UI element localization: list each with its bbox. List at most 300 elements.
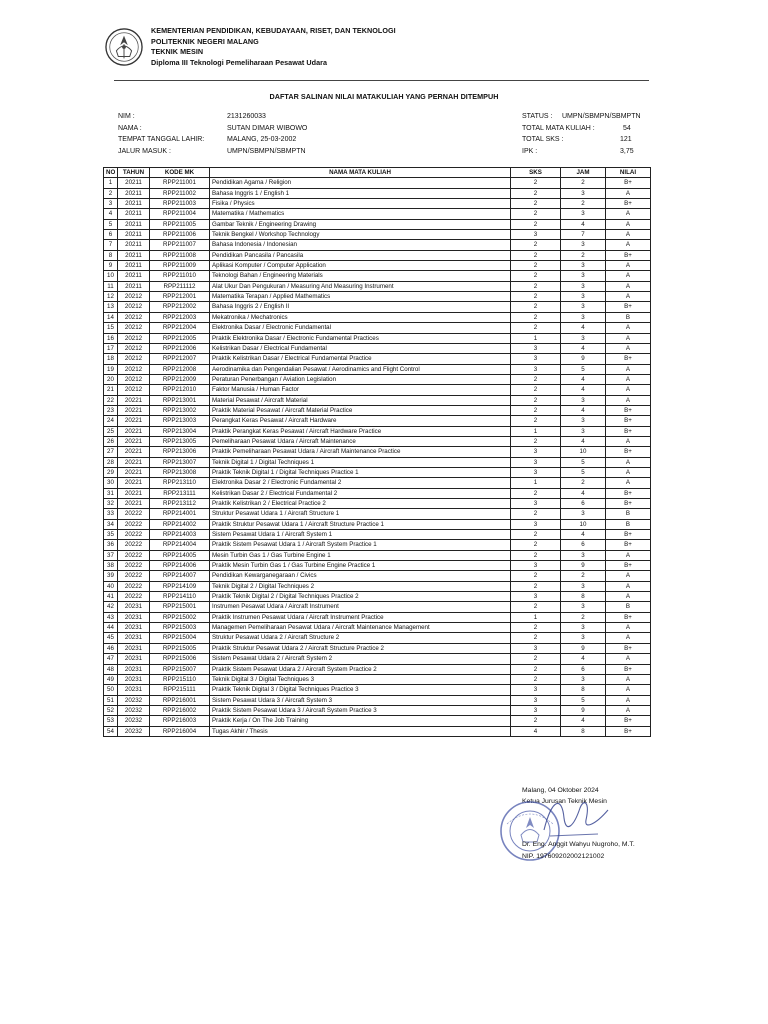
row-jam: 3 [561,302,606,312]
row-nama-mata-kuliah: Teknik Digital 1 / Digital Techniques 1 [210,457,511,467]
jalur-value: UMPN/SBMPN/SBMPTN [227,148,306,155]
row-tahun: 20232 [118,705,150,715]
row-nama-mata-kuliah: Praktik Kerja / On The Job Training [210,716,511,726]
row-tahun: 20211 [118,250,150,260]
row-nama-mata-kuliah: Struktur Pesawat Udara 1 / Aircraft Structure 1 [210,509,511,519]
row-nilai: A [606,323,651,333]
row-sks: 3 [511,467,561,477]
table-row [104,302,651,312]
table-row [104,395,651,405]
row-tahun: 20212 [118,302,150,312]
row-kode-mk: RPP214005 [150,550,210,560]
row-tahun: 20211 [118,240,150,250]
table-row [104,416,651,426]
row-jam: 9 [561,705,606,715]
table-row [104,436,651,446]
row-kode-mk: RPP213008 [150,467,210,477]
row-nilai: B [606,509,651,519]
header-nilai: NILAI [606,168,651,178]
row-sks: 2 [511,509,561,519]
row-no: 43 [104,612,118,622]
row-tahun: 20231 [118,623,150,633]
row-tahun: 20221 [118,457,150,467]
row-sks: 1 [511,426,561,436]
jalur-label: JALUR MASUK : [118,148,171,155]
row-sks: 3 [511,354,561,364]
row-kode-mk: RPP211112 [150,281,210,291]
row-tahun: 20222 [118,592,150,602]
row-nama-mata-kuliah: Aerodinamika dan Pengendalian Pesawat / Aerodinamics and Flight Control [210,364,511,374]
row-nilai: A [606,674,651,684]
row-kode-mk: RPP213006 [150,447,210,457]
row-no: 4 [104,209,118,219]
row-kode-mk: RPP216001 [150,695,210,705]
row-tahun: 20211 [118,188,150,198]
table-row [104,271,651,281]
row-sks: 3 [511,561,561,571]
row-jam: 3 [561,281,606,291]
row-nama-mata-kuliah: Teknik Digital 2 / Digital Techniques 2 [210,581,511,591]
row-no: 46 [104,643,118,653]
table-row [104,281,651,291]
table-row [104,633,651,643]
row-no: 12 [104,292,118,302]
header-tahun: TAHUN [118,168,150,178]
row-nilai: B+ [606,302,651,312]
row-kode-mk: RPP213007 [150,457,210,467]
row-tahun: 20211 [118,178,150,188]
row-nama-mata-kuliah: Peraturan Penerbangan / Aviation Legislation [210,374,511,384]
row-jam: 4 [561,488,606,498]
table-row [104,405,651,415]
row-nama-mata-kuliah: Pemeliharaan Pesawat Udara / Aircraft Maintenance [210,436,511,446]
table-row [104,447,651,457]
row-jam: 3 [561,292,606,302]
row-kode-mk: RPP215002 [150,612,210,622]
status-label: STATUS : [522,113,553,120]
row-sks: 2 [511,602,561,612]
row-nilai: A [606,395,651,405]
row-sks: 3 [511,705,561,715]
row-sks: 2 [511,530,561,540]
table-row [104,374,651,384]
row-kode-mk: RPP214110 [150,592,210,602]
row-jam: 2 [561,571,606,581]
row-kode-mk: RPP211010 [150,271,210,281]
row-no: 26 [104,436,118,446]
row-jam: 9 [561,354,606,364]
row-tahun: 20221 [118,467,150,477]
row-sks: 2 [511,250,561,260]
row-no: 21 [104,385,118,395]
row-tahun: 20212 [118,385,150,395]
row-sks: 2 [511,271,561,281]
table-row [104,312,651,322]
row-jam: 2 [561,612,606,622]
row-nama-mata-kuliah: Praktik Sistem Pesawat Udara 2 / Aircraft System Practice 2 [210,664,511,674]
row-kode-mk: RPP213112 [150,499,210,509]
row-jam: 6 [561,499,606,509]
row-kode-mk: RPP212006 [150,343,210,353]
table-row [104,561,651,571]
table-row [104,385,651,395]
row-no: 14 [104,312,118,322]
row-tahun: 20221 [118,416,150,426]
row-nilai: A [606,240,651,250]
row-nama-mata-kuliah: Praktik Teknik Digital 3 / Digital Techniques Practice 3 [210,685,511,695]
row-nama-mata-kuliah: Gambar Teknik / Engineering Drawing [210,219,511,229]
row-no: 11 [104,281,118,291]
row-tahun: 20232 [118,695,150,705]
row-nilai: B+ [606,561,651,571]
table-row [104,178,651,188]
row-sks: 2 [511,385,561,395]
row-kode-mk: RPP213002 [150,405,210,415]
row-sks: 2 [511,571,561,581]
row-sks: 3 [511,519,561,529]
row-nilai: B [606,602,651,612]
total-mk-value: 54 [623,125,631,132]
row-tahun: 20211 [118,230,150,240]
row-nilai: A [606,188,651,198]
row-nama-mata-kuliah: Praktik Teknik Digital 1 / Digital Techniques Practice 1 [210,467,511,477]
row-jam: 3 [561,509,606,519]
row-nama-mata-kuliah: Kelistrikan Dasar / Electrical Fundamental [210,343,511,353]
row-nama-mata-kuliah: Kelistrikan Dasar 2 / Electrical Fundamental 2 [210,488,511,498]
row-sks: 2 [511,188,561,198]
row-kode-mk: RPP215005 [150,643,210,653]
row-sks: 2 [511,674,561,684]
row-tahun: 20212 [118,354,150,364]
row-sks: 3 [511,457,561,467]
row-kode-mk: RPP212002 [150,302,210,312]
row-jam: 6 [561,664,606,674]
document-title: DAFTAR SALINAN NILAI MATAKULIAH YANG PERNAH DITEMPUH [269,92,499,101]
row-nilai: B+ [606,447,651,457]
row-jam: 2 [561,178,606,188]
table-row [104,333,651,343]
row-sks: 2 [511,261,561,271]
row-sks: 2 [511,654,561,664]
row-no: 37 [104,550,118,560]
row-kode-mk: RPP215003 [150,623,210,633]
row-nilai: A [606,343,651,353]
row-nama-mata-kuliah: Praktik Mesin Turbin Gas 1 / Gas Turbine Engine Practice 1 [210,561,511,571]
row-sks: 1 [511,333,561,343]
row-kode-mk: RPP211002 [150,188,210,198]
row-nilai: A [606,436,651,446]
row-tahun: 20232 [118,726,150,736]
row-nilai: A [606,623,651,633]
row-jam: 4 [561,219,606,229]
row-tahun: 20221 [118,426,150,436]
row-nilai: B+ [606,664,651,674]
row-sks: 2 [511,219,561,229]
row-nama-mata-kuliah: Faktor Manusia / Human Factor [210,385,511,395]
row-no: 5 [104,219,118,229]
row-sks: 1 [511,478,561,488]
row-no: 40 [104,581,118,591]
row-jam: 3 [561,602,606,612]
row-jam: 8 [561,592,606,602]
row-no: 6 [104,230,118,240]
row-jam: 3 [561,188,606,198]
row-sks: 3 [511,592,561,602]
row-jam: 2 [561,250,606,260]
table-row [104,509,651,519]
table-row [104,499,651,509]
row-nama-mata-kuliah: Teknologi Bahan / Engineering Materials [210,271,511,281]
row-jam: 3 [561,550,606,560]
row-tahun: 20221 [118,436,150,446]
table-row [104,261,651,271]
ttl-value: MALANG, 25-03-2002 [227,136,297,143]
total-sks-value: 121 [620,136,632,143]
row-jam: 4 [561,385,606,395]
row-kode-mk: RPP214003 [150,530,210,540]
row-kode-mk: RPP214002 [150,519,210,529]
table-row [104,230,651,240]
row-tahun: 20212 [118,343,150,353]
table-row [104,550,651,560]
row-tahun: 20221 [118,499,150,509]
row-tahun: 20222 [118,561,150,571]
row-tahun: 20231 [118,685,150,695]
row-nilai: A [606,467,651,477]
row-nilai: A [606,374,651,384]
letterhead-ministry: KEMENTERIAN PENDIDIKAN, KEBUDAYAAN, RISET, DAN TEKNOLOGI [151,26,396,35]
row-jam: 4 [561,436,606,446]
table-row [104,467,651,477]
letterhead-institution: POLITEKNIK NEGERI MALANG [151,36,259,46]
table-row [104,209,651,219]
table-row [104,199,651,209]
row-nilai: B+ [606,354,651,364]
row-tahun: 20221 [118,478,150,488]
row-jam: 3 [561,623,606,633]
row-kode-mk: RPP214004 [150,540,210,550]
row-tahun: 20231 [118,643,150,653]
row-nilai: A [606,364,651,374]
table-row [104,726,651,736]
table-row [104,519,651,529]
row-nilai: B+ [606,405,651,415]
row-sks: 3 [511,364,561,374]
row-nama-mata-kuliah: Sistem Pesawat Udara 2 / Aircraft System 2 [210,654,511,664]
row-jam: 5 [561,457,606,467]
row-kode-mk: RPP215006 [150,654,210,664]
row-no: 9 [104,261,118,271]
table-row [104,323,651,333]
row-no: 19 [104,364,118,374]
row-kode-mk: RPP213110 [150,478,210,488]
row-nilai: A [606,261,651,271]
header-kode-mk: KODE MK [150,168,210,178]
row-nilai: A [606,592,651,602]
row-nilai: B [606,312,651,322]
row-nilai: B+ [606,530,651,540]
table-row [104,602,651,612]
row-no: 24 [104,416,118,426]
row-no: 22 [104,395,118,405]
row-jam: 3 [561,581,606,591]
row-nilai: B+ [606,488,651,498]
row-jam: 4 [561,716,606,726]
row-kode-mk: RPP211006 [150,230,210,240]
sign-name: Dr. Eng. Anggit Wahyu Nugroho, M.T. [522,841,635,848]
row-no: 54 [104,726,118,736]
row-sks: 2 [511,416,561,426]
row-tahun: 20212 [118,292,150,302]
row-nama-mata-kuliah: Praktik Kelistrikan 2 / Electrical Practice 2 [210,499,511,509]
table-row [104,478,651,488]
table-row [104,457,651,467]
row-tahun: 20212 [118,312,150,322]
row-tahun: 20212 [118,374,150,384]
row-sks: 2 [511,488,561,498]
row-nama-mata-kuliah: Elektronika Dasar / Electronic Fundamental [210,323,511,333]
row-tahun: 20222 [118,581,150,591]
row-tahun: 20221 [118,405,150,415]
row-nama-mata-kuliah: Mekatronika / Mechatronics [210,312,511,322]
row-nilai: A [606,219,651,229]
row-nama-mata-kuliah: Praktik Kelistrikan Dasar / Electrical Fundamental Practice [210,354,511,364]
row-kode-mk: RPP211009 [150,261,210,271]
row-kode-mk: RPP215111 [150,685,210,695]
row-nama-mata-kuliah: Praktik Pemeliharaan Pesawat Udara / Aircraft Maintenance Practice [210,447,511,457]
row-tahun: 20212 [118,323,150,333]
row-nama-mata-kuliah: Fisika / Physics [210,199,511,209]
ipk-value: 3,75 [620,148,634,155]
row-kode-mk: RPP214007 [150,571,210,581]
row-jam: 2 [561,199,606,209]
row-jam: 8 [561,685,606,695]
row-sks: 2 [511,395,561,405]
row-nilai: B+ [606,499,651,509]
row-kode-mk: RPP212010 [150,385,210,395]
row-jam: 5 [561,695,606,705]
row-nilai: A [606,230,651,240]
row-sks: 3 [511,230,561,240]
row-kode-mk: RPP213001 [150,395,210,405]
row-nama-mata-kuliah: Aplikasi Komputer / Computer Application [210,261,511,271]
table-row [104,592,651,602]
row-nama-mata-kuliah: Pendidikan Pancasila / Pancasila [210,250,511,260]
row-kode-mk: RPP212005 [150,333,210,343]
row-nilai: B+ [606,416,651,426]
row-sks: 2 [511,302,561,312]
row-no: 15 [104,323,118,333]
row-sks: 2 [511,312,561,322]
row-no: 36 [104,540,118,550]
row-no: 2 [104,188,118,198]
letterhead-department: TEKNIK MESIN [151,47,204,57]
row-jam: 3 [561,395,606,405]
table-row [104,540,651,550]
row-nilai: A [606,695,651,705]
header-nama-mata-kuliah: NAMA MATA KULIAH [210,168,511,178]
row-jam: 10 [561,519,606,529]
nama-label: NAMA : [118,125,142,132]
row-jam: 9 [561,561,606,571]
row-sks: 2 [511,716,561,726]
row-sks: 3 [511,695,561,705]
row-sks: 2 [511,178,561,188]
row-sks: 2 [511,281,561,291]
row-no: 10 [104,271,118,281]
row-no: 23 [104,405,118,415]
row-sks: 2 [511,664,561,674]
row-jam: 3 [561,633,606,643]
row-no: 51 [104,695,118,705]
row-nilai: B+ [606,612,651,622]
row-nama-mata-kuliah: Praktik Struktur Pesawat Udara 1 / Aircraft Structure Practice 1 [210,519,511,529]
row-nilai: A [606,633,651,643]
row-no: 25 [104,426,118,436]
row-kode-mk: RPP214001 [150,509,210,519]
row-sks: 3 [511,685,561,695]
total-mk-label: TOTAL MATA KULIAH : [522,125,595,132]
row-no: 42 [104,602,118,612]
row-nilai: A [606,281,651,291]
row-nilai: A [606,581,651,591]
table-row [104,685,651,695]
handwritten-signature [540,790,612,845]
nama-value: SUTAN DIMAR WIBOWO [227,125,308,132]
row-sks: 4 [511,726,561,736]
row-jam: 7 [561,230,606,240]
row-tahun: 20212 [118,333,150,343]
row-nama-mata-kuliah: Matematika Terapan / Applied Mathematics [210,292,511,302]
row-jam: 3 [561,271,606,281]
row-sks: 3 [511,343,561,353]
row-tahun: 20211 [118,281,150,291]
row-kode-mk: RPP216003 [150,716,210,726]
row-tahun: 20211 [118,219,150,229]
row-no: 34 [104,519,118,529]
row-nama-mata-kuliah: Praktik Sistem Pesawat Udara 3 / Aircraft System Practice 3 [210,705,511,715]
row-no: 44 [104,623,118,633]
row-no: 39 [104,571,118,581]
row-kode-mk: RPP213003 [150,416,210,426]
row-jam: 3 [561,240,606,250]
row-nama-mata-kuliah: Praktik Struktur Pesawat Udara 2 / Aircraft Structure Practice 2 [210,643,511,653]
row-kode-mk: RPP211004 [150,209,210,219]
row-no: 49 [104,674,118,684]
row-nilai: B+ [606,426,651,436]
row-tahun: 20211 [118,271,150,281]
header-sks: SKS [511,168,561,178]
row-no: 28 [104,457,118,467]
row-nilai: A [606,385,651,395]
row-nama-mata-kuliah: Bahasa Inggris 1 / English 1 [210,188,511,198]
row-nilai: B+ [606,250,651,260]
row-no: 30 [104,478,118,488]
table-row [104,571,651,581]
row-sks: 3 [511,499,561,509]
row-jam: 4 [561,405,606,415]
nim-label: NIM : [118,113,135,120]
row-nilai: A [606,571,651,581]
row-nilai: B+ [606,726,651,736]
table-row [104,654,651,664]
row-nilai: B+ [606,178,651,188]
row-tahun: 20222 [118,519,150,529]
row-sks: 3 [511,643,561,653]
table-row [104,643,651,653]
row-nilai: B+ [606,643,651,653]
row-nama-mata-kuliah: Tugas Akhir / Thesis [210,726,511,736]
